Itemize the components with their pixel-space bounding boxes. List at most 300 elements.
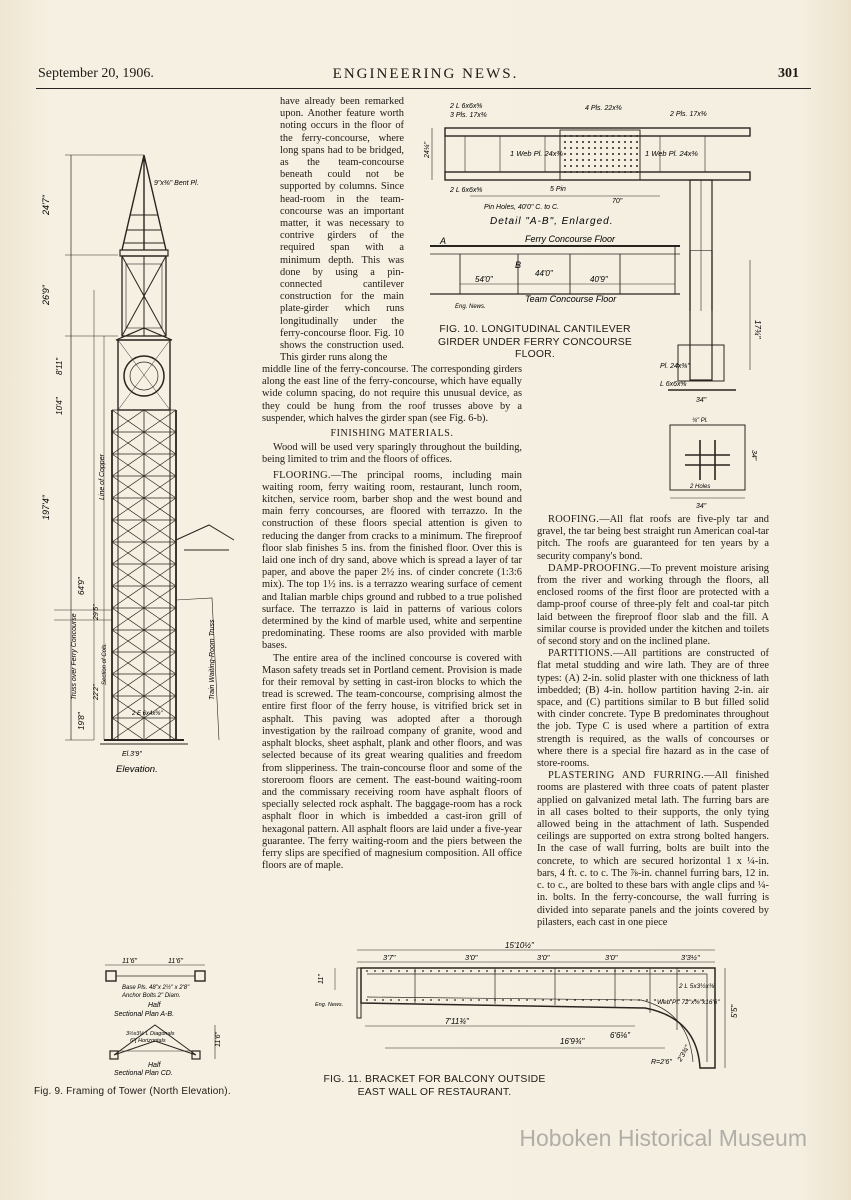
rivet [576,159,578,161]
rivet [618,153,620,155]
fig11-dim: 3'7" [383,953,396,962]
fig11-dim: 11" [318,974,325,984]
text-col-mid-narrow [280,96,404,364]
rivet [630,970,632,972]
rivet [622,999,624,1001]
rivet [636,153,638,155]
tower-lattice-panel [112,564,144,586]
fig9-label: 2 E 6x4x⅜" [132,711,163,717]
rivet [390,970,392,972]
rivet [606,999,608,1001]
rivet [390,999,392,1001]
fig9-label: Section of Cols. [102,642,108,685]
text-col-right [537,514,769,929]
lead-flooring: FLOORING. [273,469,331,481]
tower-lattice-panel [112,652,144,674]
rivet [624,171,626,173]
rivet [502,970,504,972]
rivet [600,159,602,161]
rivet [566,970,568,972]
rivet [588,165,590,167]
rivet [550,999,552,1001]
rivet [612,147,614,149]
rivet [654,970,656,972]
plan-label: 6"[ Horizontals [130,1038,166,1044]
tower-lattice-panel [112,454,144,476]
fig10-label: 2 Holes [690,484,711,490]
lead-plastering: PLASTERING AND FURRING. [548,770,705,782]
rivet [582,147,584,149]
rivet [564,165,566,167]
rivet [414,970,416,972]
rivet [570,171,572,173]
rivet [576,165,578,167]
rivet [646,970,648,972]
lead-roofing: ROOFING. [548,514,600,525]
rivet [630,159,632,161]
rivet [576,141,578,143]
tower-lattice-panel [112,520,144,542]
rivet [606,135,608,137]
rivet [438,970,440,972]
rivet [594,141,596,143]
fig11-dim: 15'10½" [505,941,534,950]
rivet [606,147,608,149]
fig9-dim: 10'4" [55,397,64,415]
tower-lattice-panel [144,608,176,630]
rivet [576,171,578,173]
journal-title: ENGINEERING NEWS. [332,66,519,82]
rivet [570,165,572,167]
rivet [582,165,584,167]
rivet [430,970,432,972]
rivet [526,970,528,972]
tower-lattice-panel [144,542,176,564]
rivet [588,153,590,155]
rivet [606,171,608,173]
fig9-elevation-label: Elevation. [116,764,158,775]
fig9-sectional-plans [70,955,240,1075]
tower-lattice-panel [144,410,176,432]
rivet [494,970,496,972]
rivet [600,135,602,137]
fig11-label: Web Pl. 72"x⅜"x16'6" [657,999,720,1006]
rivet [636,171,638,173]
rivet [462,970,464,972]
rivet [582,159,584,161]
museum-watermark: Hoboken Historical Museum [519,1125,807,1151]
fig10-detail-label: Detail "A-B", Enlarged. [490,216,614,227]
rivet [646,999,648,1001]
plan-label: 3½x3½ L Diagonals [126,1031,175,1037]
rivet [374,999,376,1001]
fig9-dim: 24'7" [41,195,51,215]
rivet [430,999,432,1001]
fig11-dim: 3'0" [537,953,550,962]
rivet [612,153,614,155]
rivet [624,165,626,167]
plan-dim: 11'6" [122,958,137,965]
fig10-dim: 44'0" [535,269,553,278]
rivet [636,165,638,167]
rivet [600,141,602,143]
tower-lattice-panel [112,586,144,608]
fig9-dim: 197'4" [41,495,51,520]
para-flooring: —The principal rooms, including main waiting room, ferry waiting room, restaurant, lunch room, kitchen, service room, barber shop and the west bound and main ferry concourses, are floored with terrazzo. In the construction of these floors special attention is given to reducing the danger from cracks to a minimum. The fireproof floor slab finishes 5 ins. from the finished floor. Over this is laid one inch of dry sand, above which is spread a layer of tar paper, and above the paper 2½ ins. of cinder concrete (1:3:6 mix). The top 1½ ins. is a terrazzo wearing surface of cement and Italian marble chips ground and rubbed to a true polished surface. The terrazzo is laid in patterns of various colors determined by the kind of marble used, white and serpentine predominating. These rooms are also provided with marble bases. [262,469,522,652]
rivet [678,970,680,972]
tower-lattice-panel [112,476,144,498]
fig11-credit: Eng. News. [315,1002,344,1008]
fig11-dim: R=2'6" [651,1059,672,1066]
rivet [624,159,626,161]
tower-lattice-panel [112,608,144,630]
rivet [576,147,578,149]
fig10-label: Pl. 24x⅜" [660,363,690,370]
rivet [600,171,602,173]
rivet [618,135,620,137]
rivet [624,153,626,155]
tower-lattice-panel [144,586,176,608]
tower-lattice-panel [144,476,176,498]
rivet [502,999,504,1001]
rivet [598,970,600,972]
rivet [566,999,568,1001]
rivet [582,153,584,155]
fig10-pin-holes: Pin Holes, 40'0" C. to C. [484,204,560,211]
plan-cd-label-2: Sectional Plan CD. [114,1070,173,1075]
tower-lattice-panel [112,630,144,652]
rivet [600,153,602,155]
rivet [614,970,616,972]
rivet [630,135,632,137]
rivet [598,999,600,1001]
rivet [600,147,602,149]
rivet [582,171,584,173]
fig10-dim: 34" [696,397,707,404]
fig11-dim: 3'0" [465,953,478,962]
rivet [638,999,640,1001]
rivet [574,970,576,972]
rivet [636,147,638,149]
rivet [534,999,536,1001]
rivet [462,999,464,1001]
rivet [564,141,566,143]
rivet [534,970,536,972]
rivet [576,153,578,155]
rivet [588,141,590,143]
rivet [606,970,608,972]
rivet [636,159,638,161]
rivet [588,147,590,149]
rivet [470,999,472,1001]
rivet [494,999,496,1001]
rivet [382,999,384,1001]
rivet [564,153,566,155]
fig9-label: Truss over Ferry Concourse [71,613,78,700]
tower-lattice-panel [144,674,176,696]
tower-lattice-panel [144,652,176,674]
rivet [582,970,584,972]
rivet [670,970,672,972]
para-finishing-intro: Wood will be used very sparingly throughout the building, being limited to trim and the floors of offices. [262,442,522,466]
rivet [582,999,584,1001]
fig10-label: 2 L 6x6x⅝ [450,187,483,194]
fig10-dim: 34" [696,503,707,510]
tower-lattice-panel [112,432,144,454]
para-girder-intro: have already been remarked upon. Another feature worth noting occurs in the floor of the ferry-concourse, where long spans had to be bridged, as the team-concourse beneath could not be supported by columns. Since head-room in the team-concourse was an important matter, it was necessary to contrive girders of the required span with a minimum depth. This was done by using a pin-connected cantilever construction for the main plate-girder which runs longitudinally under the ferry-concourse floor. Fig. 10 shows the construction used. This girder runs along the [280,96,404,364]
fig10-point-b: B [515,260,522,270]
rivet [594,165,596,167]
fig10-team-floor: Team Concourse Floor [525,294,617,304]
rivet [594,153,596,155]
rivet [422,999,424,1001]
plan-dim: 11'6" [215,1032,222,1047]
rivet [564,147,566,149]
rivet [624,141,626,143]
rivet [366,999,368,1001]
fig9-tower-drawing [34,140,274,775]
tower-lattice-panel [112,542,144,564]
rivet [594,135,596,137]
para-concourse: The entire area of the inclined concourse is covered with Mason safety treads set in Portland cement. Provision is made for their removal by setting in cast-iron blocks to which the tread is screwed. The team-concourse, comprising almost the entire first floor of the ferry house, is vitrified brick set in asphalt. This paving was adopted after a thorough investigation by the railroad company of granite, wood and asphalt blocks, sheet asphalt, plank and other floors, and was selected because of its great wearing qualities and freedom from slipperiness. The train-concourse floor and some of the storeroom floors are cement. The east-bound waiting-room and the commissary receiving room have asphalt floors of specially selected rock asphalt. The baggage-room has a rock asphalt floor in which is imbedded a cast-iron grill of hexagonal pattern. All asphalt floors are laid under a five-year guarantee. The ferry waiting-room and the piers between the ferry slips are specified of magnesium composition. All office floors are of maple. [262,652,522,872]
fig11-dim: 5'5" [730,1004,739,1018]
rivet [630,999,632,1001]
text-col-mid [262,364,522,872]
rivet [558,970,560,972]
rivet [588,159,590,161]
fig10-dim: 34" [750,450,757,461]
rivet [414,999,416,1001]
rivet [574,999,576,1001]
rivet [478,999,480,1001]
fig9-label: El.3'9" [122,751,142,758]
rivet [606,141,608,143]
fig11-dim: 3'0" [605,953,618,962]
fig10-label: 3 Pls. 17x⅜ [450,112,487,119]
rivet [594,171,596,173]
fig11-caption: FIG. 11. BRACKET FOR BALCONY OUTSIDE EAST WALL OF RESTAURANT. [323,1074,546,1098]
rivet [614,999,616,1001]
fig9-label: Line of Copper [99,454,106,500]
fig10-label: 5 Pin [550,186,566,193]
rivet [526,999,528,1001]
fig9-label: Train Waiting-Room Truss [209,619,216,700]
plan-ab-label-2: Sectional Plan A-B. [114,1011,175,1018]
tower-lattice-panel [144,630,176,652]
lead-partitions: PARTITIONS. [548,648,613,660]
fig9-caption: Fig. 9. Framing of Tower (North Elevation). [34,1086,231,1097]
rivet [374,970,376,972]
fig11-dim: 2'3¾" [676,1044,692,1063]
rivet [630,165,632,167]
rivet [446,999,448,1001]
rivet [570,147,572,149]
fig10-label: 1 Web Pl. 24x⅜ [510,149,563,158]
rivet [618,159,620,161]
fig10-credit: Eng. News. [455,304,486,310]
rivet [588,135,590,137]
rivet [454,999,456,1001]
rivet [618,147,620,149]
rivet [630,141,632,143]
rivet [478,970,480,972]
fig9-dim: 64'9" [77,577,86,595]
rivet [406,970,408,972]
rivet [518,970,520,972]
rivet [518,999,520,1001]
fig11-dim: 3'3½" [681,953,700,962]
fig11-bracket-drawing [305,938,775,1073]
rivet [438,999,440,1001]
rivet [454,970,456,972]
rivet [582,135,584,137]
rivet [694,970,696,972]
fig10-label: 2 L 6x6x⅝ [450,103,483,110]
rivet [486,999,488,1001]
rivet [612,135,614,137]
rivet [398,970,400,972]
fig10-label: 4 Pls. 22x⅜ [585,105,622,112]
rivet [486,970,488,972]
rivet [686,970,688,972]
tower-lattice-panel [144,498,176,520]
rivet [612,165,614,167]
fig10-label: ¾" Pl. [692,418,708,424]
fig10-label: 1 Web Pl. 24x⅜ [645,149,698,158]
rivet [570,159,572,161]
rivet [550,970,552,972]
rivet [564,159,566,161]
plan-dim: 11'6" [168,958,183,965]
rivet [570,135,572,137]
fig10-dim: 70" [612,198,623,205]
rivet [470,970,472,972]
rivet [588,171,590,173]
rivet [618,141,620,143]
rivet [564,171,566,173]
tower-lattice-panel [112,498,144,520]
rivet [542,999,544,1001]
tower-lattice-panel [112,410,144,432]
fig11-dim: 7'11¾" [445,1017,469,1026]
rivet [618,171,620,173]
rivet [624,135,626,137]
tower-lattice-panel [144,454,176,476]
rivet [542,970,544,972]
para-damp: —To prevent moisture arising from the river and working through the floors, all enclosed rooms of the first floor are protected with a damp-proof course of three-ply felt and coal-tar pitch laid between the fireproof floor slab and the fill. A similar course is provided under the kitchen and toilets of second story and on the inclined plane. [537,562,769,648]
fig11-label: 2 L 5x3½x⅜ [679,983,715,990]
rivet [606,165,608,167]
para-girder-cont: middle line of the ferry-concourse. The corresponding girders along the east line of the ferry-concourse, which have equally wide column spacing, do not require this unusual device, as they could be hung from the roof trusses above by a suspender, which halves the girder span (see Fig. 6-b). [262,364,522,424]
rivet [654,999,656,1001]
rivet [702,970,704,972]
rivet [594,159,596,161]
fig9-dim: 19'8" [77,712,86,730]
rivet [618,165,620,167]
tower-lattice-panel [112,718,144,740]
rivet [570,153,572,155]
tower-lattice-panel [144,564,176,586]
rivet [612,141,614,143]
rivet [630,171,632,173]
rivet [662,970,664,972]
rivet [636,141,638,143]
fig10-label: L 6x6x⅝ [660,381,687,388]
tower-lattice-panel [144,520,176,542]
fig10-dim: 54'0" [475,275,493,284]
rivet [638,970,640,972]
rivet [606,159,608,161]
rivet [446,970,448,972]
plan-cd-label: Half [148,1062,161,1069]
rivet [594,147,596,149]
tower-lattice-panel [112,674,144,696]
fig10-caption: FIG. 10. LONGITUDINAL CANTILEVER GIRDER UNDER FERRY CONCOURSE FLOOR. [437,324,632,360]
page-number: 301 [778,66,799,81]
rivet [564,135,566,137]
rivet [510,999,512,1001]
para-plastering: —All finished rooms are plastered with three coats of patent plaster applied on galvanized metal lath. The furring bars are in all cases bolted to their supports, the only tying allowed being in the attachment of lath. Suspended ceilings are supported on extra strong bolted hangers. In the case of wall furring, bolts are built into the concrete, to which are secured horizontal 1 x ¼-in. bars, 4 ft. c. to c. The ⅞-in. channel furring bars, 12 in. c. to c., are bolted to these bars with angle clips and ¼-in. bolts. In the ferry-concourse, the wall furring is divided into separate panels and the joints covered by pilasters, each cast in one piece [537,770,769,928]
rivet [510,970,512,972]
rivet [422,970,424,972]
plan-label: Base Pls. 48"x 2½" x 2'8" [122,985,190,991]
issue-date: September 20, 1906. [38,66,154,81]
fig10-dim: 17¾" [753,320,762,339]
para-roofing: —All flat roofs are five-ply tar and gravel, the tar being best straight run American coal-tar pitch. The roofs are guaranteed for ten years by a security company's bond. [537,514,769,562]
fig9-dim: 29'5" [93,604,100,620]
rivet [590,999,592,1001]
rivet [570,141,572,143]
rivet [366,970,368,972]
tower-lattice-panel [144,432,176,454]
tower-lattice-panel [144,718,176,740]
rivet [382,970,384,972]
rivet [624,147,626,149]
fig10-label: 2 Pls. 17x⅜ [670,111,707,118]
rivet [582,141,584,143]
fig9-dim: 22'2" [93,684,100,700]
rivet [612,171,614,173]
fig10-dim: 24¼" [424,141,431,158]
fig9-dim: 8'11" [55,357,64,375]
fig9-label: 9"x⅜" Bent Pl. [154,180,199,187]
rivet [636,135,638,137]
lead-damp: DAMP-PROOFING. [548,562,641,574]
rivet [600,165,602,167]
rivet [558,999,560,1001]
rivet [590,970,592,972]
fig10-dim: 40'9" [590,275,608,284]
fig10-point-a: A [440,236,447,246]
rivet [606,153,608,155]
rivet [630,147,632,149]
fig9-dim: 26'9" [41,285,51,305]
fig10-column-detail [660,250,770,510]
plan-ab-label: Half [148,1002,161,1009]
heading-finishing: FINISHING MATERIALS. [330,428,454,440]
rivet [406,999,408,1001]
rivet [622,970,624,972]
fig10-ferry-floor: Ferry Concourse Floor [525,234,616,244]
fig11-dim: 6'6⅛" [610,1031,630,1040]
rivet [612,159,614,161]
para-partitions: —All partitions are constructed of flat metal studding and wire lath. They are of three types: (A) 2-in. solid plaster with one thickness of lath imbedded; (B) 4-in. hollow partition having 2-in. air space, and (C) partitions similar to B but filled solid with cinder concrete. Type B predominates throughout the job. Type C is used where a partition of extra strength is required, as the walls of concourses or where there is a special fire hazard as in the case of store-rooms. [537,648,769,770]
rivet [398,999,400,1001]
fig11-dim: 16'9¾" [560,1037,585,1046]
rivet [630,153,632,155]
header-rule [36,88,811,89]
rivet [576,135,578,137]
